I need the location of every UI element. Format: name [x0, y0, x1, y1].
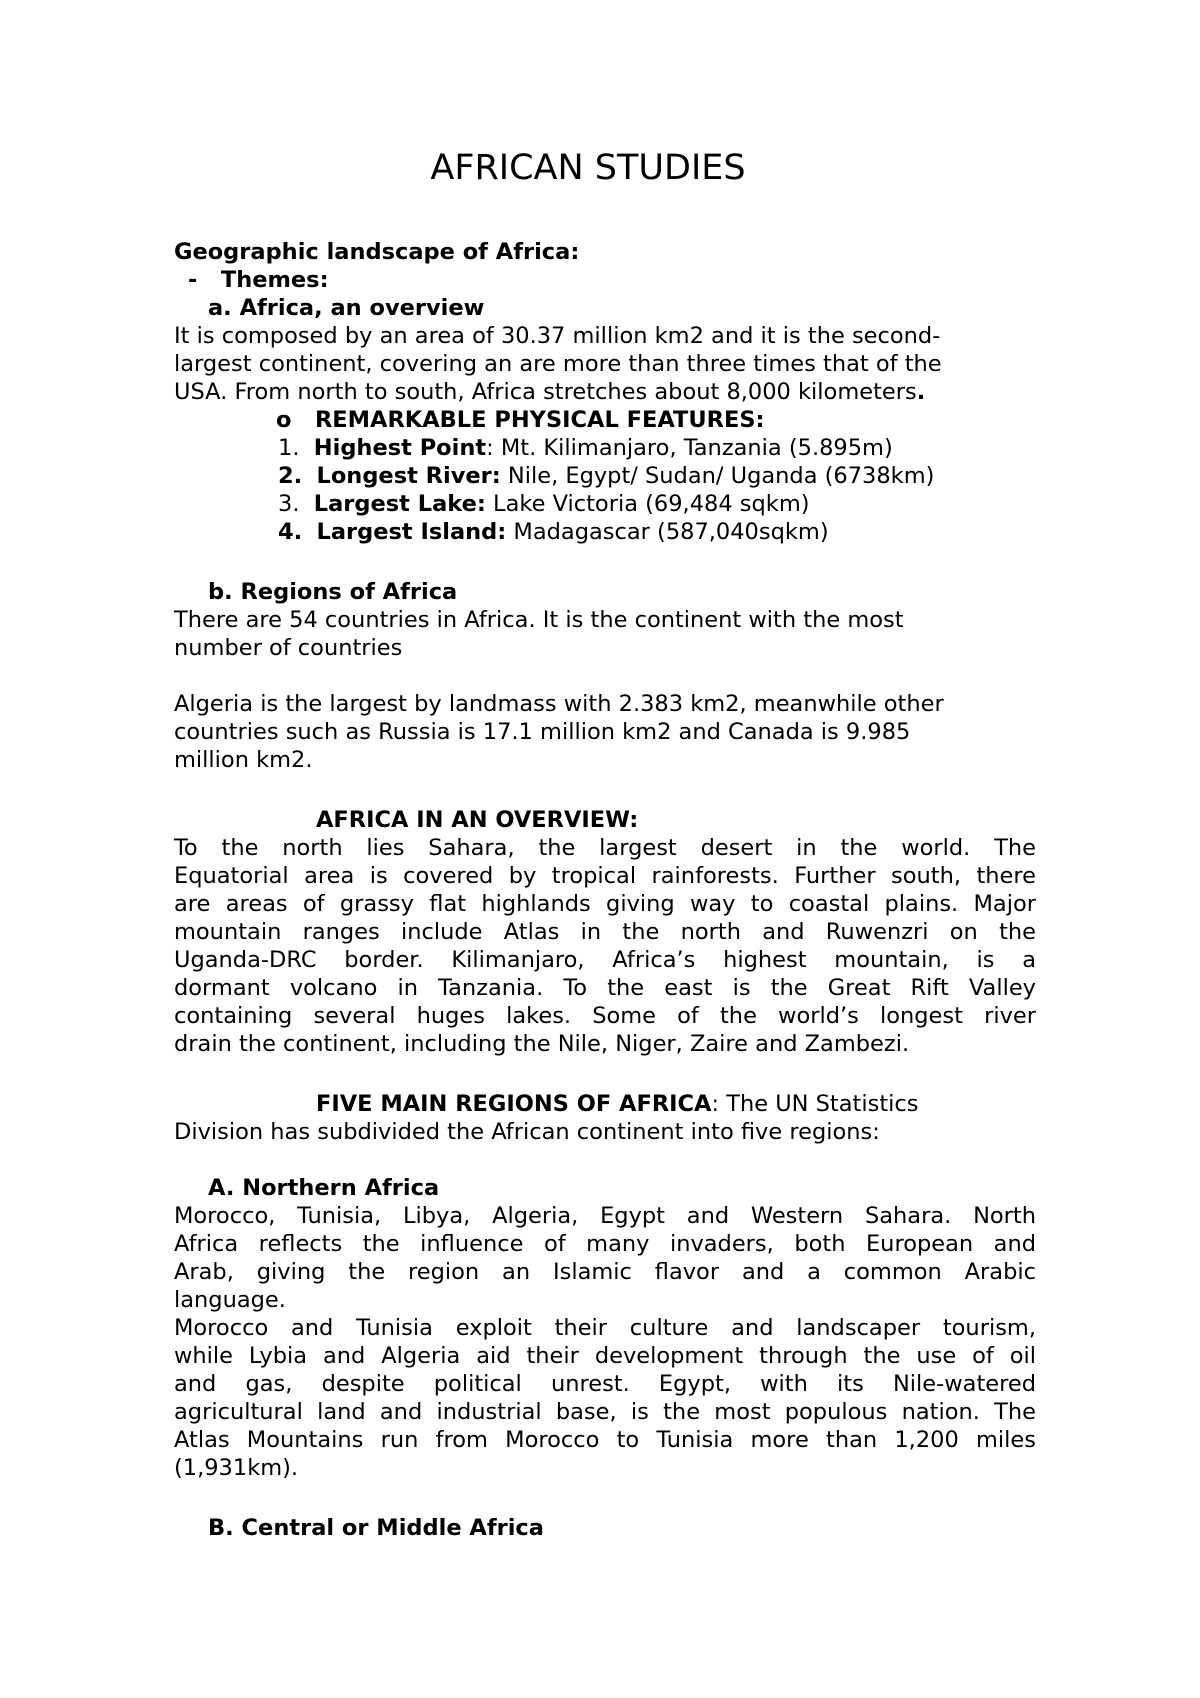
feature-item: 2. Longest River: Nile, Egypt/ Sudan/ Uganda (6738km): [278, 463, 935, 489]
themes-item: [188, 266, 329, 294]
paragraph-line: agricultural land and industrial base, is the most populous nation. The: [174, 1399, 1036, 1425]
feature-item: 4. Largest Island: Madagascar (587,040sqkm): [278, 519, 829, 545]
paragraph-line: drain the continent, including the Nile, Niger, Zaire and Zambezi.: [174, 1031, 910, 1057]
paragraph-line: Morocco, Tunisia, Libya, Algeria, Egypt and Western Sahara. North: [174, 1203, 1036, 1229]
region-b-heading: B. Central or Middle Africa: [208, 1515, 544, 1541]
paragraph-line: It is composed by an area of 30.37 million km2 and it is the second-: [174, 323, 941, 349]
paragraph-line: are areas of grassy flat highlands giving way to coastal plains. Major: [174, 891, 1036, 917]
paragraph-line: Morocco and Tunisia exploit their culture and landscaper tourism,: [174, 1315, 1036, 1341]
paragraph-line: Division has subdivided the African continent into five regions:: [174, 1119, 880, 1145]
paragraph-line: (1,931km).: [174, 1455, 299, 1481]
subsection-b-heading: b. Regions of Africa: [208, 579, 458, 605]
paragraph-line: Atlas Mountains run from Morocco to Tunisia more than 1,200 miles: [174, 1427, 1036, 1453]
document-title: AFRICAN STUDIES: [430, 148, 746, 188]
paragraph-line: Uganda-DRC border. Kilimanjaro, Africa’s highest mountain, is a: [174, 947, 1036, 973]
section-heading: Geographic landscape of Africa:: [174, 239, 580, 265]
region-a-heading: A. Northern Africa: [208, 1175, 440, 1201]
paragraph-line: countries such as Russia is 17.1 million km2 and Canada is 9.985: [174, 719, 911, 745]
paragraph-line: Equatorial area is covered by tropical rainforests. Further south, there: [174, 863, 1036, 889]
feature-item: 1. Highest Point: Mt. Kilimanjaro, Tanzania (5.895m): [278, 435, 893, 461]
paragraph-line: There are 54 countries in Africa. It is the continent with the most: [174, 607, 904, 633]
paragraph-line: largest continent, covering an are more than three times that of the: [174, 351, 942, 377]
feature-item: 3. Largest Lake: Lake Victoria (69,484 sqkm): [278, 491, 810, 517]
paragraph-line: dormant volcano in Tanzania. To the east is the Great Rift Valley: [174, 975, 1036, 1001]
paragraph-line: while Lybia and Algeria aid their development through the use of oil: [174, 1343, 1036, 1369]
paragraph-line: million km2.: [174, 747, 313, 773]
list-marker: -: [188, 267, 198, 293]
subsection-a-heading: a. Africa, an overview: [208, 295, 485, 321]
paragraph-line: Arab, giving the region an Islamic flavor and a common Arabic: [174, 1259, 1036, 1285]
paragraph-line: To the north lies Sahara, the largest desert in the world. The: [174, 835, 1036, 861]
paragraph-line: mountain ranges include Atlas in the north and Ruwenzri on the: [174, 919, 1036, 945]
bullet-marker: o: [276, 407, 292, 433]
themes-label: Themes:: [220, 267, 329, 293]
paragraph-line: language.: [174, 1287, 286, 1313]
features-heading: o REMARKABLE PHYSICAL FEATURES:: [276, 407, 765, 433]
paragraph-line: USA. From north to south, Africa stretches about 8,000 kilometers.: [174, 379, 926, 405]
paragraph-line: Africa reflects the influence of many invaders, both European and: [174, 1231, 1036, 1257]
paragraph-line: and gas, despite political unrest. Egypt, with its Nile-watered: [174, 1371, 1036, 1397]
regions-heading: FIVE MAIN REGIONS OF AFRICA: The UN Statistics: [316, 1091, 919, 1117]
overview-heading: AFRICA IN AN OVERVIEW:: [316, 807, 639, 833]
paragraph-line: containing several huges lakes. Some of the world’s longest river: [174, 1003, 1036, 1029]
paragraph-line: Algeria is the largest by landmass with 2.383 km2, meanwhile other: [174, 691, 944, 717]
paragraph-line: number of countries: [174, 635, 403, 661]
